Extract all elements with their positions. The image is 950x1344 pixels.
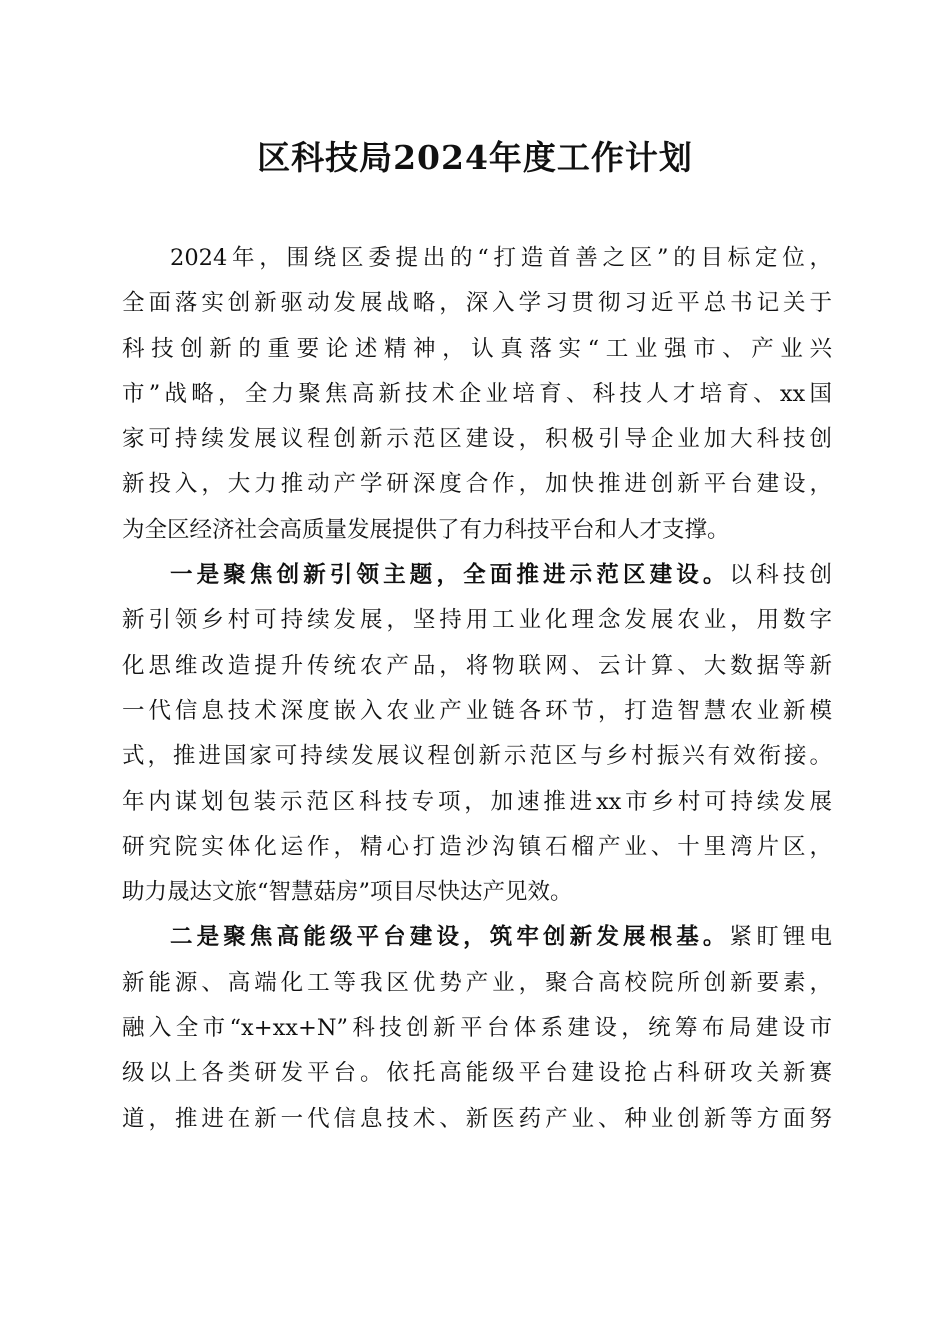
- paragraph-1-line-5: 家可持续发展议程创新示范区建设，积极引导企业加大科技创: [122, 426, 832, 453]
- paragraph-2-line-5: 式，推进国家可持续发展议程创新示范区与乡村振兴有效衔接。: [122, 743, 832, 770]
- paragraph-3-line-3: 融入全市“x+xx+N”科技创新平台体系建设，统筹布局建设市: [122, 1015, 832, 1042]
- paragraph-1-line-6: 新投入，大力推动产学研深度合作，加快推进创新平台建设，: [122, 471, 832, 498]
- document-body: [122, 236, 832, 1142]
- paragraph-1-line-3: 科技创新的重要论述精神，认真落实“工业强市、产业兴: [122, 335, 832, 362]
- paragraph-1-line-1: 2024年，围绕区委提出的“打造首善之区”的目标定位，: [170, 245, 832, 271]
- paragraph-1-line-2: 全面落实创新驱动发展战略，深入学习贯彻习近平总书记关于: [122, 290, 832, 317]
- paragraph-2-line-4: 一代信息技术深度嵌入农业产业链各环节，打造智慧农业新模: [122, 697, 832, 724]
- paragraph-2-lead: 一是聚焦创新引领主题，全面推进示范区建设。: [170, 562, 730, 589]
- paragraph-3-line-2: 新能源、高端化工等我区优势产业，聚合高校院所创新要素，: [122, 969, 832, 996]
- paragraph-3-line-4: 级以上各类研发平台。依托高能级平台建设抢占科研攻关新赛: [122, 1060, 832, 1087]
- paragraph-2-line-1: [122, 553, 832, 598]
- paragraph-3-lead: 二是聚焦高能级平台建设，筑牢创新发展根基。: [170, 924, 730, 951]
- paragraph-1-line-4: 市”战略，全力聚焦高新技术企业培育、科技人才培育、xx国: [122, 380, 832, 407]
- paragraph-3-line-1: [122, 915, 832, 960]
- paragraph-3-first-line-rest: 紧盯锂电: [729, 924, 832, 951]
- paragraph-1-line-7: 为全区经济社会高质量发展提供了有力科技平台和人才支撑。: [122, 516, 730, 543]
- paragraph-2-line-6: 年内谋划包装示范区科技专项，加速推进xx市乡村可持续发展: [122, 788, 832, 815]
- paragraph-2-first-line-rest: 以科技创: [729, 562, 832, 589]
- paragraph-3-line-5: 道，推进在新一代信息技术、新医药产业、种业创新等方面努: [122, 1105, 832, 1132]
- paragraph-2-line-7: 研究院实体化运作，精心打造沙沟镇石榴产业、十里湾片区，: [122, 833, 832, 860]
- paragraph-2-line-3: 化思维改造提升传统农产品，将物联网、云计算、大数据等新: [122, 652, 832, 679]
- paragraph-2-line-8: 助力晟达文旅“智慧菇房”项目尽快达产见效。: [122, 879, 573, 906]
- paragraph-2-line-2: 新引领乡村可持续发展，坚持用工业化理念发展农业，用数字: [122, 607, 832, 634]
- document-title: 区科技局2024年度工作计划: [257, 138, 693, 177]
